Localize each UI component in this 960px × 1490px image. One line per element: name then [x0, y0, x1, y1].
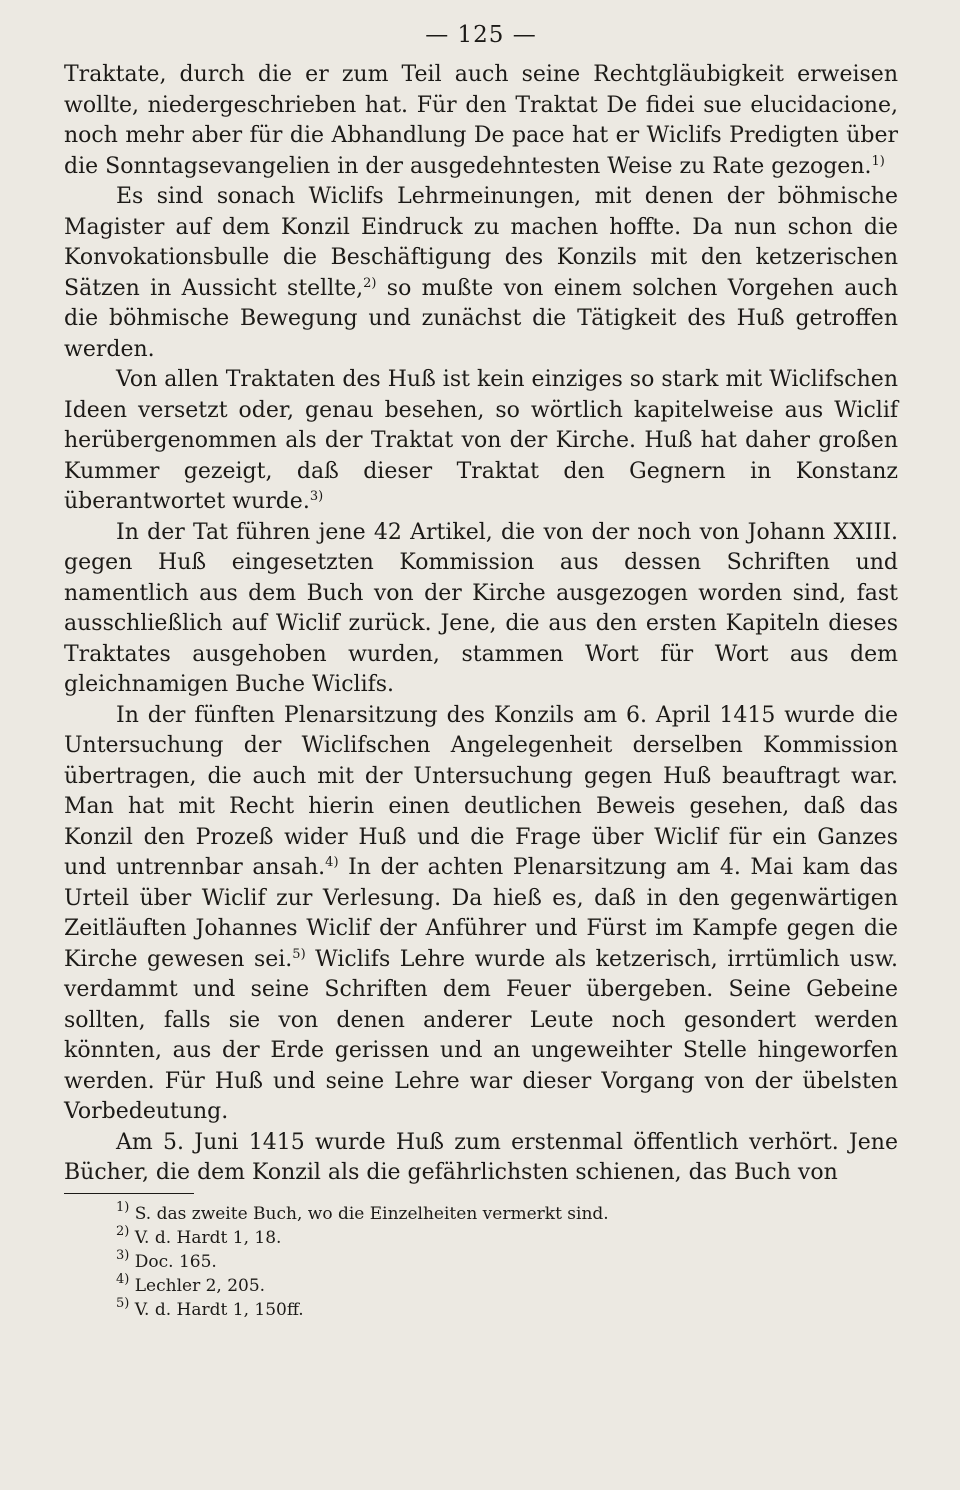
footnote-mark: 4) [116, 1271, 130, 1287]
footnote-ref: 2) [363, 275, 377, 291]
footnote [116, 1271, 898, 1298]
paragraph [64, 60, 898, 182]
paragraph [64, 365, 898, 518]
paragraph-text-cont: so mußte von einem solchen Vorgehen auch die böhmische Bewegung und zunächst die Tätigkeit des Huß getroffen werden. [64, 275, 898, 362]
paragraph-text: Es sind sonach Wiclifs Lehrmeinungen, mit denen der böhmische Magister auf dem Konzil Eindruck zu machen hoffte. Da nun schon die Konvokationsbulle die Beschäftigung des Konzils mit den ketzerischen Sätzen in Aussicht stellte, [64, 184, 898, 301]
footnote-mark: 5) [116, 1295, 130, 1311]
footnote-text: S. das zweite Buch, wo die Einzelheiten vermerkt sind. [134, 1203, 609, 1224]
footnote-ref: 1) [871, 153, 885, 169]
paragraph-text: In der Tat führen jene 42 Artikel, die von der noch von Johann XXIII. gegen Huß eingesetzten Kommission aus dessen Schriften und namentlich aus dem Buch von der Kirche ausgezogen worden sind, fast ausschließlich auf Wiclif zurück. Jene, die aus den ersten Kapiteln dieses Traktates ausgehoben wurden, stammen Wort für Wort aus dem gleichnamigen Buche Wiclifs. [64, 519, 898, 697]
footnote-mark: 2) [116, 1223, 130, 1239]
footnote-mark: 3) [116, 1247, 130, 1263]
paragraph-text: Von allen Traktaten des Huß ist kein einziges so stark mit Wiclifschen Ideen versetzt oder, genau besehen, so wörtlich kapitelweise aus Wiclif herübergenommen als der Traktat von der Kirche. Huß hat daher großen Kummer gezeigt, daß dieser Traktat den Gegnern in Konstanz überantwortet wurde. [64, 367, 898, 514]
paragraph-text: Am 5. Juni 1415 wurde Huß zum erstenmal öffentlich verhört. Jene Bücher, die dem Konzil als die gefährlichsten schienen, das Buch von [64, 1129, 898, 1185]
footnote-text: V. d. Hardt 1, 150ff. [134, 1299, 304, 1320]
footnote [116, 1247, 898, 1274]
paragraph [64, 518, 898, 701]
page-number: — 125 — [425, 22, 537, 48]
footnote [116, 1295, 898, 1322]
paragraph [64, 1128, 898, 1189]
footnote-text: V. d. Hardt 1, 18. [134, 1227, 282, 1248]
paragraph-text: Traktate, durch die er zum Teil auch seine Rechtgläubigkeit erweisen wollte, niedergeschrieben hat. Für den Traktat De fidei sue elucidacione, noch mehr aber für die Abhandlung De pace hat er Wiclifs Predigten über die Sonntagsevangelien in der ausgedehntesten Weise zu Rate gezogen. [64, 62, 898, 179]
footnote-mark: 1) [116, 1199, 130, 1215]
footnote-ref: 5) [292, 946, 306, 962]
paragraph [64, 182, 898, 365]
paragraph [64, 701, 898, 1128]
paragraph-text-cont: Wiclifs Lehre wurde als ketzerisch, irrtümlich usw. verdammt und seine Schriften dem Feuer übergeben. Seine Gebeine sollten, falls sie von denen anderer Leute noch gesondert werden könnten, aus der Erde gerissen und an ungeweihter Stelle hingeworfen werden. Für Huß und seine Lehre war dieser Vorgang von der übelsten Vorbedeutung. [64, 946, 898, 1124]
main-text [64, 60, 898, 1189]
footnote [116, 1223, 898, 1250]
footnote-divider [64, 1193, 194, 1194]
footnote-text: Lechler 2, 205. [134, 1275, 266, 1296]
footnote-text: Doc. 165. [134, 1251, 217, 1272]
paragraph-text: In der fünften Plenarsitzung des Konzils am 6. April 1415 wurde die Untersuchung der Wiclifschen Angelegenheit derselben Kommission übertragen, die auch mit der Untersuchung gegen Huß beauftragt war. Man hat mit Recht hierin einen deutlichen Beweis gesehen, daß das Konzil den Prozeß wider Huß und die Frage über Wiclif für ein Ganzes und untrennbar ansah. [64, 702, 898, 880]
footnotes [64, 1199, 898, 1322]
footnote-ref: 3) [309, 489, 324, 504]
footnote [116, 1199, 898, 1226]
footnote-ref: 4) [325, 855, 339, 870]
paragraph-text-cont: In der achten Plenarsitzung am 4. Mai kam das Urteil über Wiclif zur Verlesung. Da hieß es, daß in den gegenwärtigen Zeitläuften Johannes Wiclif der Anführer und Fürst im Kampfe gegen die Kirche gewesen sei. [64, 855, 898, 972]
